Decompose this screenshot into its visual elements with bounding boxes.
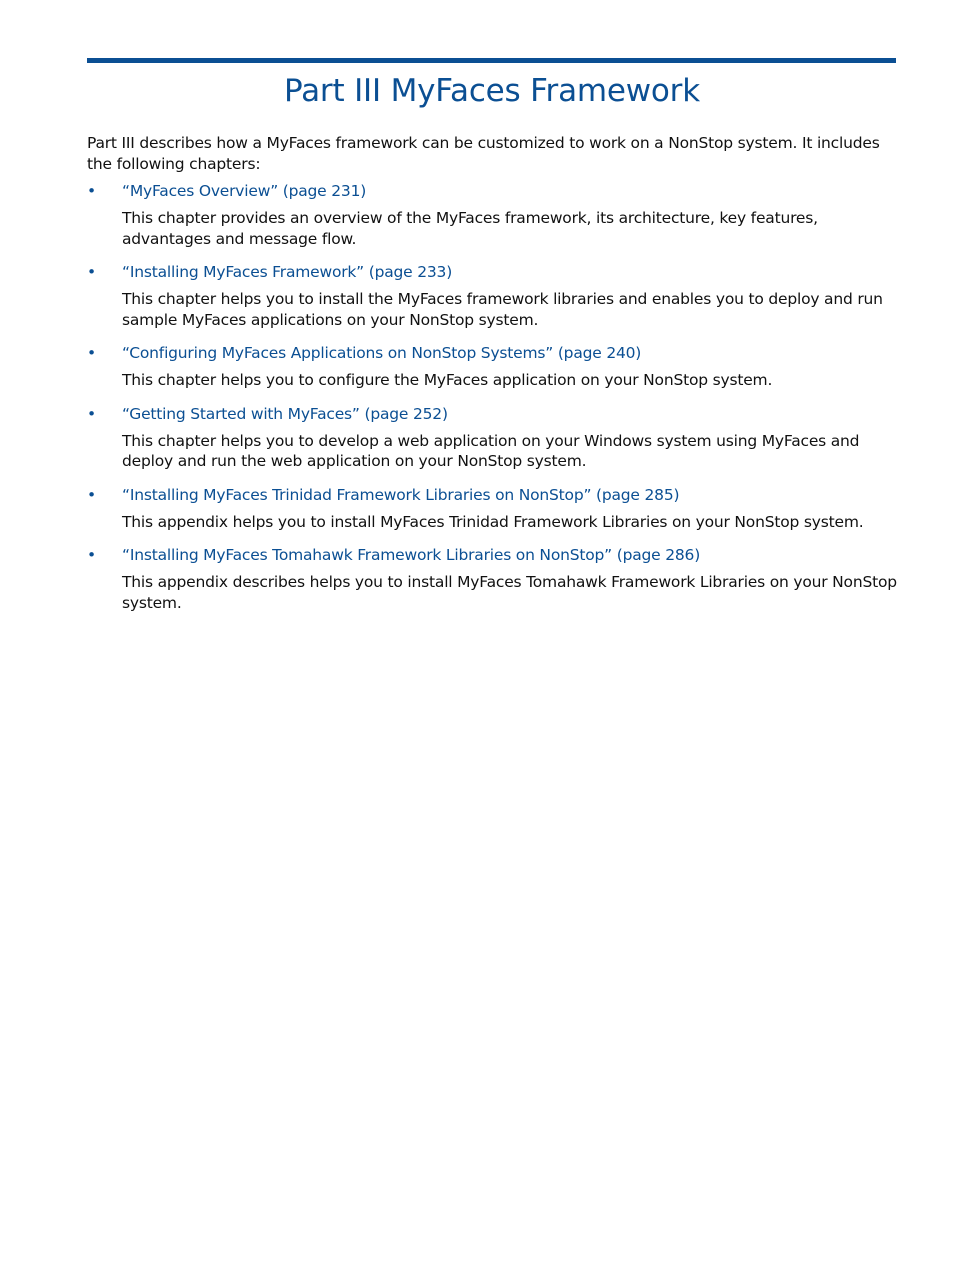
part-title: Part III MyFaces Framework xyxy=(284,73,700,109)
bullet-icon: • xyxy=(87,182,97,200)
document-page xyxy=(87,58,897,626)
chapter-link-trinidad-libraries[interactable]: “Installing MyFaces Trinidad Framework Libraries on NonStop” (page 285) xyxy=(122,485,680,504)
chapter-link-getting-started[interactable]: “Getting Started with MyFaces” (page 252) xyxy=(122,404,448,423)
title-rule xyxy=(87,58,896,63)
list-item xyxy=(87,343,897,391)
chapter-link-tomahawk-libraries[interactable]: “Installing MyFaces Tomahawk Framework Libraries on NonStop” (page 286) xyxy=(122,546,701,564)
list-item xyxy=(87,262,897,330)
chapter-description: This appendix helps you to install MyFaces Trinidad Framework Libraries on your NonStop system. xyxy=(122,512,864,531)
chapter-link-installing-myfaces[interactable]: “Installing MyFaces Framework” (page 233) xyxy=(122,263,453,281)
intro-paragraph: Part III describes how a MyFaces framework can be customized to work on a NonStop system. It includes the following chapters: xyxy=(87,134,880,173)
chapter-description: This chapter provides an overview of the MyFaces framework, its architecture, key features, advantages and message flow. xyxy=(122,209,818,248)
chapter-description: This appendix describes helps you to install MyFaces Tomahawk Framework Libraries on your NonStop system. xyxy=(122,573,897,612)
list-item xyxy=(87,545,897,613)
bullet-icon: • xyxy=(87,546,97,564)
bullet-icon: • xyxy=(87,263,97,281)
list-item xyxy=(87,485,897,533)
chapter-description: This chapter helps you to install the MyFaces framework libraries and enables you to deploy and run sample MyFaces applications on your NonStop system. xyxy=(122,290,883,329)
bullet-icon: • xyxy=(87,344,97,362)
chapter-link-configuring-myfaces[interactable]: “Configuring MyFaces Applications on NonStop Systems” (page 240) xyxy=(122,344,642,362)
bullet-icon: • xyxy=(87,485,97,504)
bullet-icon: • xyxy=(87,404,97,423)
list-item xyxy=(87,404,897,472)
chapter-description: This chapter helps you to develop a web application on your Windows system using MyFaces and deploy and run the web application on your NonStop system. xyxy=(122,431,860,470)
list-item xyxy=(87,181,897,249)
chapter-description: This chapter helps you to configure the MyFaces application on your NonStop system. xyxy=(122,371,773,389)
chapter-list xyxy=(87,181,897,613)
chapter-link-myfaces-overview[interactable]: “MyFaces Overview” (page 231) xyxy=(122,182,367,200)
